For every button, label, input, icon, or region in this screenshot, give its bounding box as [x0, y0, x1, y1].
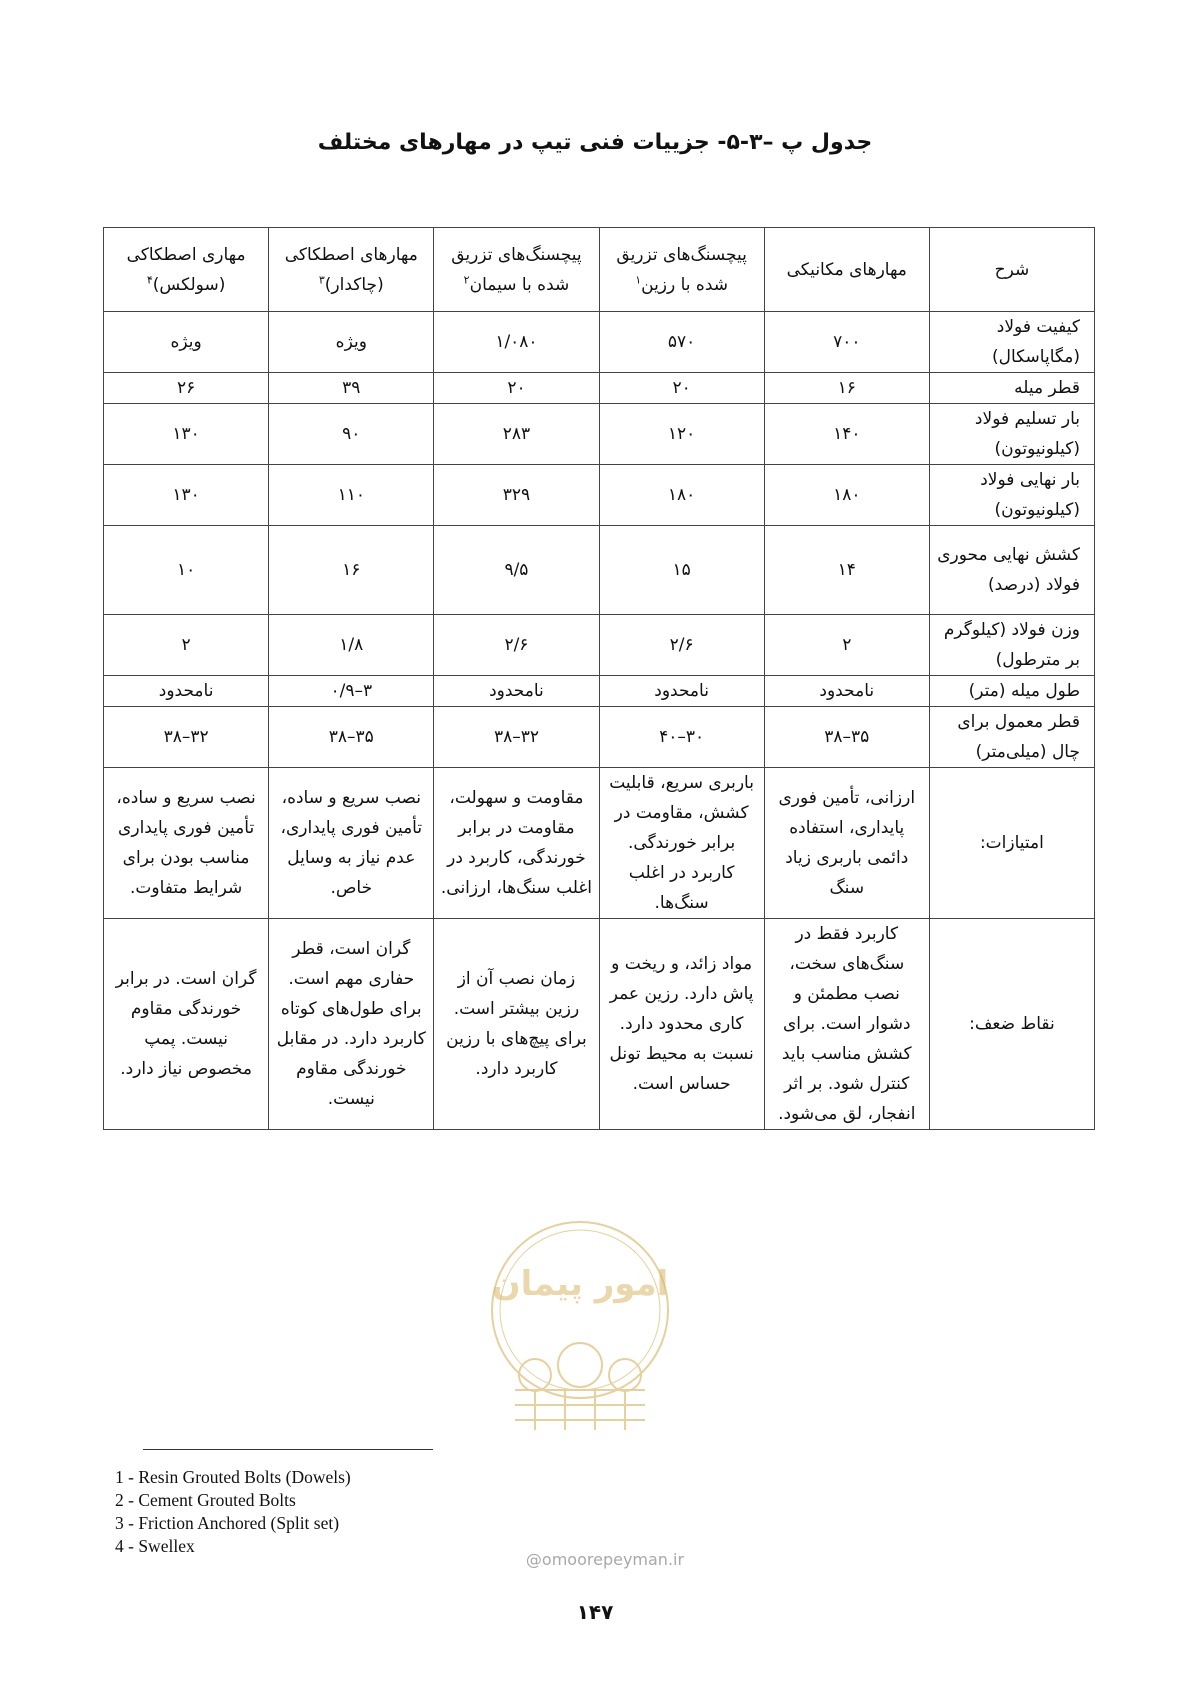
cell-resin: ۱۵ — [599, 526, 764, 615]
header-split: مهارهای اصطکاکی (چاکدار)$^۳$ — [269, 228, 434, 312]
cell-cement: نامحدود — [434, 676, 599, 707]
cell-mechanical: ۲ — [764, 615, 929, 676]
footnote-divider — [143, 1449, 433, 1450]
table-row — [104, 526, 1095, 615]
watermark-site: @omoorepeyman.ir — [525, 1550, 685, 1569]
cell-split: نصب سریع و ساده، تأمین فوری پایداری، عدم نیاز به وسایل خاص. — [269, 768, 434, 919]
cell-resin: ۲/۶ — [599, 615, 764, 676]
footnote-ref-2: ۲ — [463, 272, 470, 286]
watermark-logo — [485, 1215, 675, 1455]
cell-swellex: ۱۳۰ — [104, 465, 269, 526]
row-label: نقاط ضعف: — [929, 919, 1094, 1130]
footnote-item: 3 - Friction Anchored (Split set) — [115, 1513, 340, 1533]
header-resin: پیچسنگ‌های تزریق شده با رزین$^۱$ — [599, 228, 764, 312]
footnote-item: 4 - Swellex — [115, 1536, 195, 1556]
cell-resin: مواد زائد، و ریخت و پاش دارد. رزین عمر کاری محدود دارد. نسبت به محیط تونل حساس است. — [599, 919, 764, 1130]
cell-split: ۳–۰/۹ — [269, 676, 434, 707]
row-label: طول میله (متر) — [929, 676, 1094, 707]
table-row — [104, 707, 1095, 768]
table-title: جدول پ –۳-۵- جزییات فنی تیپ در مهارهای مختلف — [317, 130, 873, 155]
cell-split: ۱۶ — [269, 526, 434, 615]
cell-mechanical: ارزانی، تأمین فوری پایداری، استفاده دائمی باربری زیاد سنگ — [764, 768, 929, 919]
cell-cement: ۲۸۳ — [434, 404, 599, 465]
table-row — [104, 404, 1095, 465]
cell-mechanical: ۱۸۰ — [764, 465, 929, 526]
cell-cement: ۳۲–۳۸ — [434, 707, 599, 768]
table-row — [104, 465, 1095, 526]
cell-split: ۳۹ — [269, 373, 434, 404]
cell-mechanical: ۷۰۰ — [764, 312, 929, 373]
cell-cement: ۹/۵ — [434, 526, 599, 615]
cell-mechanical: ۱۴۰ — [764, 404, 929, 465]
table-row — [104, 312, 1095, 373]
cell-swellex: ۱۰ — [104, 526, 269, 615]
cell-mechanical: ۱۴ — [764, 526, 929, 615]
cell-swellex: ۲ — [104, 615, 269, 676]
cell-swellex: گران است. در برابر خورندگی مقاوم نیست. پمپ مخصوص نیاز دارد. — [104, 919, 269, 1130]
footnote-item: 1 - Resin Grouted Bolts (Dowels) — [115, 1467, 351, 1487]
cell-swellex: ویژه — [104, 312, 269, 373]
cell-mechanical: نامحدود — [764, 676, 929, 707]
page-number: ۱۴۷ — [576, 1600, 614, 1624]
footnote-ref-1: ۱ — [635, 272, 642, 286]
table-row — [104, 373, 1095, 404]
cell-resin: ۲۰ — [599, 373, 764, 404]
cell-cement: زمان نصب آن از رزین بیشتر است. برای پیچ‌های با رزین کاربرد دارد. — [434, 919, 599, 1130]
table-row — [104, 676, 1095, 707]
row-label: امتیازات: — [929, 768, 1094, 919]
footnote-ref-4: ۴ — [146, 272, 153, 286]
cell-mechanical: کاربرد فقط در سنگ‌های سخت، نصب مطمئن و دشوار است. برای کشش مناسب باید کنترل شود. بر اثر انفجار، لق می‌شود. — [764, 919, 929, 1130]
watermark-logo-text: امور پیمان — [491, 1264, 669, 1304]
gear-icon — [558, 1343, 602, 1387]
cell-resin: ۵۷۰ — [599, 312, 764, 373]
cell-swellex: نامحدود — [104, 676, 269, 707]
cell-mechanical: ۳۵–۳۸ — [764, 707, 929, 768]
cell-split: گران است، قطر حفاری مهم است. برای طول‌های کوتاه کاربرد دارد. در مقابل خورندگی مقاوم نیست. — [269, 919, 434, 1130]
cell-swellex: ۳۲–۳۸ — [104, 707, 269, 768]
table-row — [104, 768, 1095, 919]
table-header-row — [104, 228, 1095, 312]
row-label: بار نهایی فولاد (کیلونیوتون) — [929, 465, 1094, 526]
row-label: کیفیت فولاد (مگاپاسکال) — [929, 312, 1094, 373]
row-label: قطر معمول برای چال (میلی‌متر) — [929, 707, 1094, 768]
table-row — [104, 919, 1095, 1130]
row-label: کشش نهایی محوری فولاد (درصد) — [929, 526, 1094, 615]
header-mechanical: مهارهای مکانیکی — [764, 228, 929, 312]
cell-split: ویژه — [269, 312, 434, 373]
footnote-item: 2 - Cement Grouted Bolts — [115, 1490, 296, 1510]
cell-cement: ۲۰ — [434, 373, 599, 404]
table-row — [104, 615, 1095, 676]
cell-split: ۱/۸ — [269, 615, 434, 676]
row-label: قطر میله — [929, 373, 1094, 404]
row-label: وزن فولاد (کیلوگرم بر مترطول) — [929, 615, 1094, 676]
row-label: بار تسلیم فولاد (کیلونیوتون) — [929, 404, 1094, 465]
cell-split: ۱۱۰ — [269, 465, 434, 526]
cell-cement: مقاومت و سهولت، مقاومت در برابر خورندگی، کاربرد در اغلب سنگ‌ها، ارزانی. — [434, 768, 599, 919]
specs-table — [103, 227, 1095, 1130]
cell-cement: ۳۲۹ — [434, 465, 599, 526]
cell-swellex: ۲۶ — [104, 373, 269, 404]
header-cement: پیچسنگ‌های تزریق شده با سیمان$^۲$ — [434, 228, 599, 312]
cell-resin: ۱۸۰ — [599, 465, 764, 526]
cell-cement: ۲/۶ — [434, 615, 599, 676]
cell-resin: ۱۲۰ — [599, 404, 764, 465]
footnote-ref-3: ۳ — [318, 272, 325, 286]
cell-resin: باربری سریع، قابلیت کشش، مقاومت در برابر خورندگی. کاربرد در اغلب سنگ‌ها. — [599, 768, 764, 919]
header-desc: شرح — [929, 228, 1094, 312]
cell-resin: نامحدود — [599, 676, 764, 707]
cell-cement: ۱/۰۸۰ — [434, 312, 599, 373]
footnotes — [115, 1466, 351, 1558]
cell-resin: ۳۰–۴۰ — [599, 707, 764, 768]
cell-split: ۹۰ — [269, 404, 434, 465]
header-swellex: مهاری اصطکاکی (سولکس)$^۴$ — [104, 228, 269, 312]
cell-mechanical: ۱۶ — [764, 373, 929, 404]
cell-split: ۳۵–۳۸ — [269, 707, 434, 768]
cell-swellex: ۱۳۰ — [104, 404, 269, 465]
cell-swellex: نصب سریع و ساده، تأمین فوری پایداری مناسب بودن برای شرایط متفاوت. — [104, 768, 269, 919]
